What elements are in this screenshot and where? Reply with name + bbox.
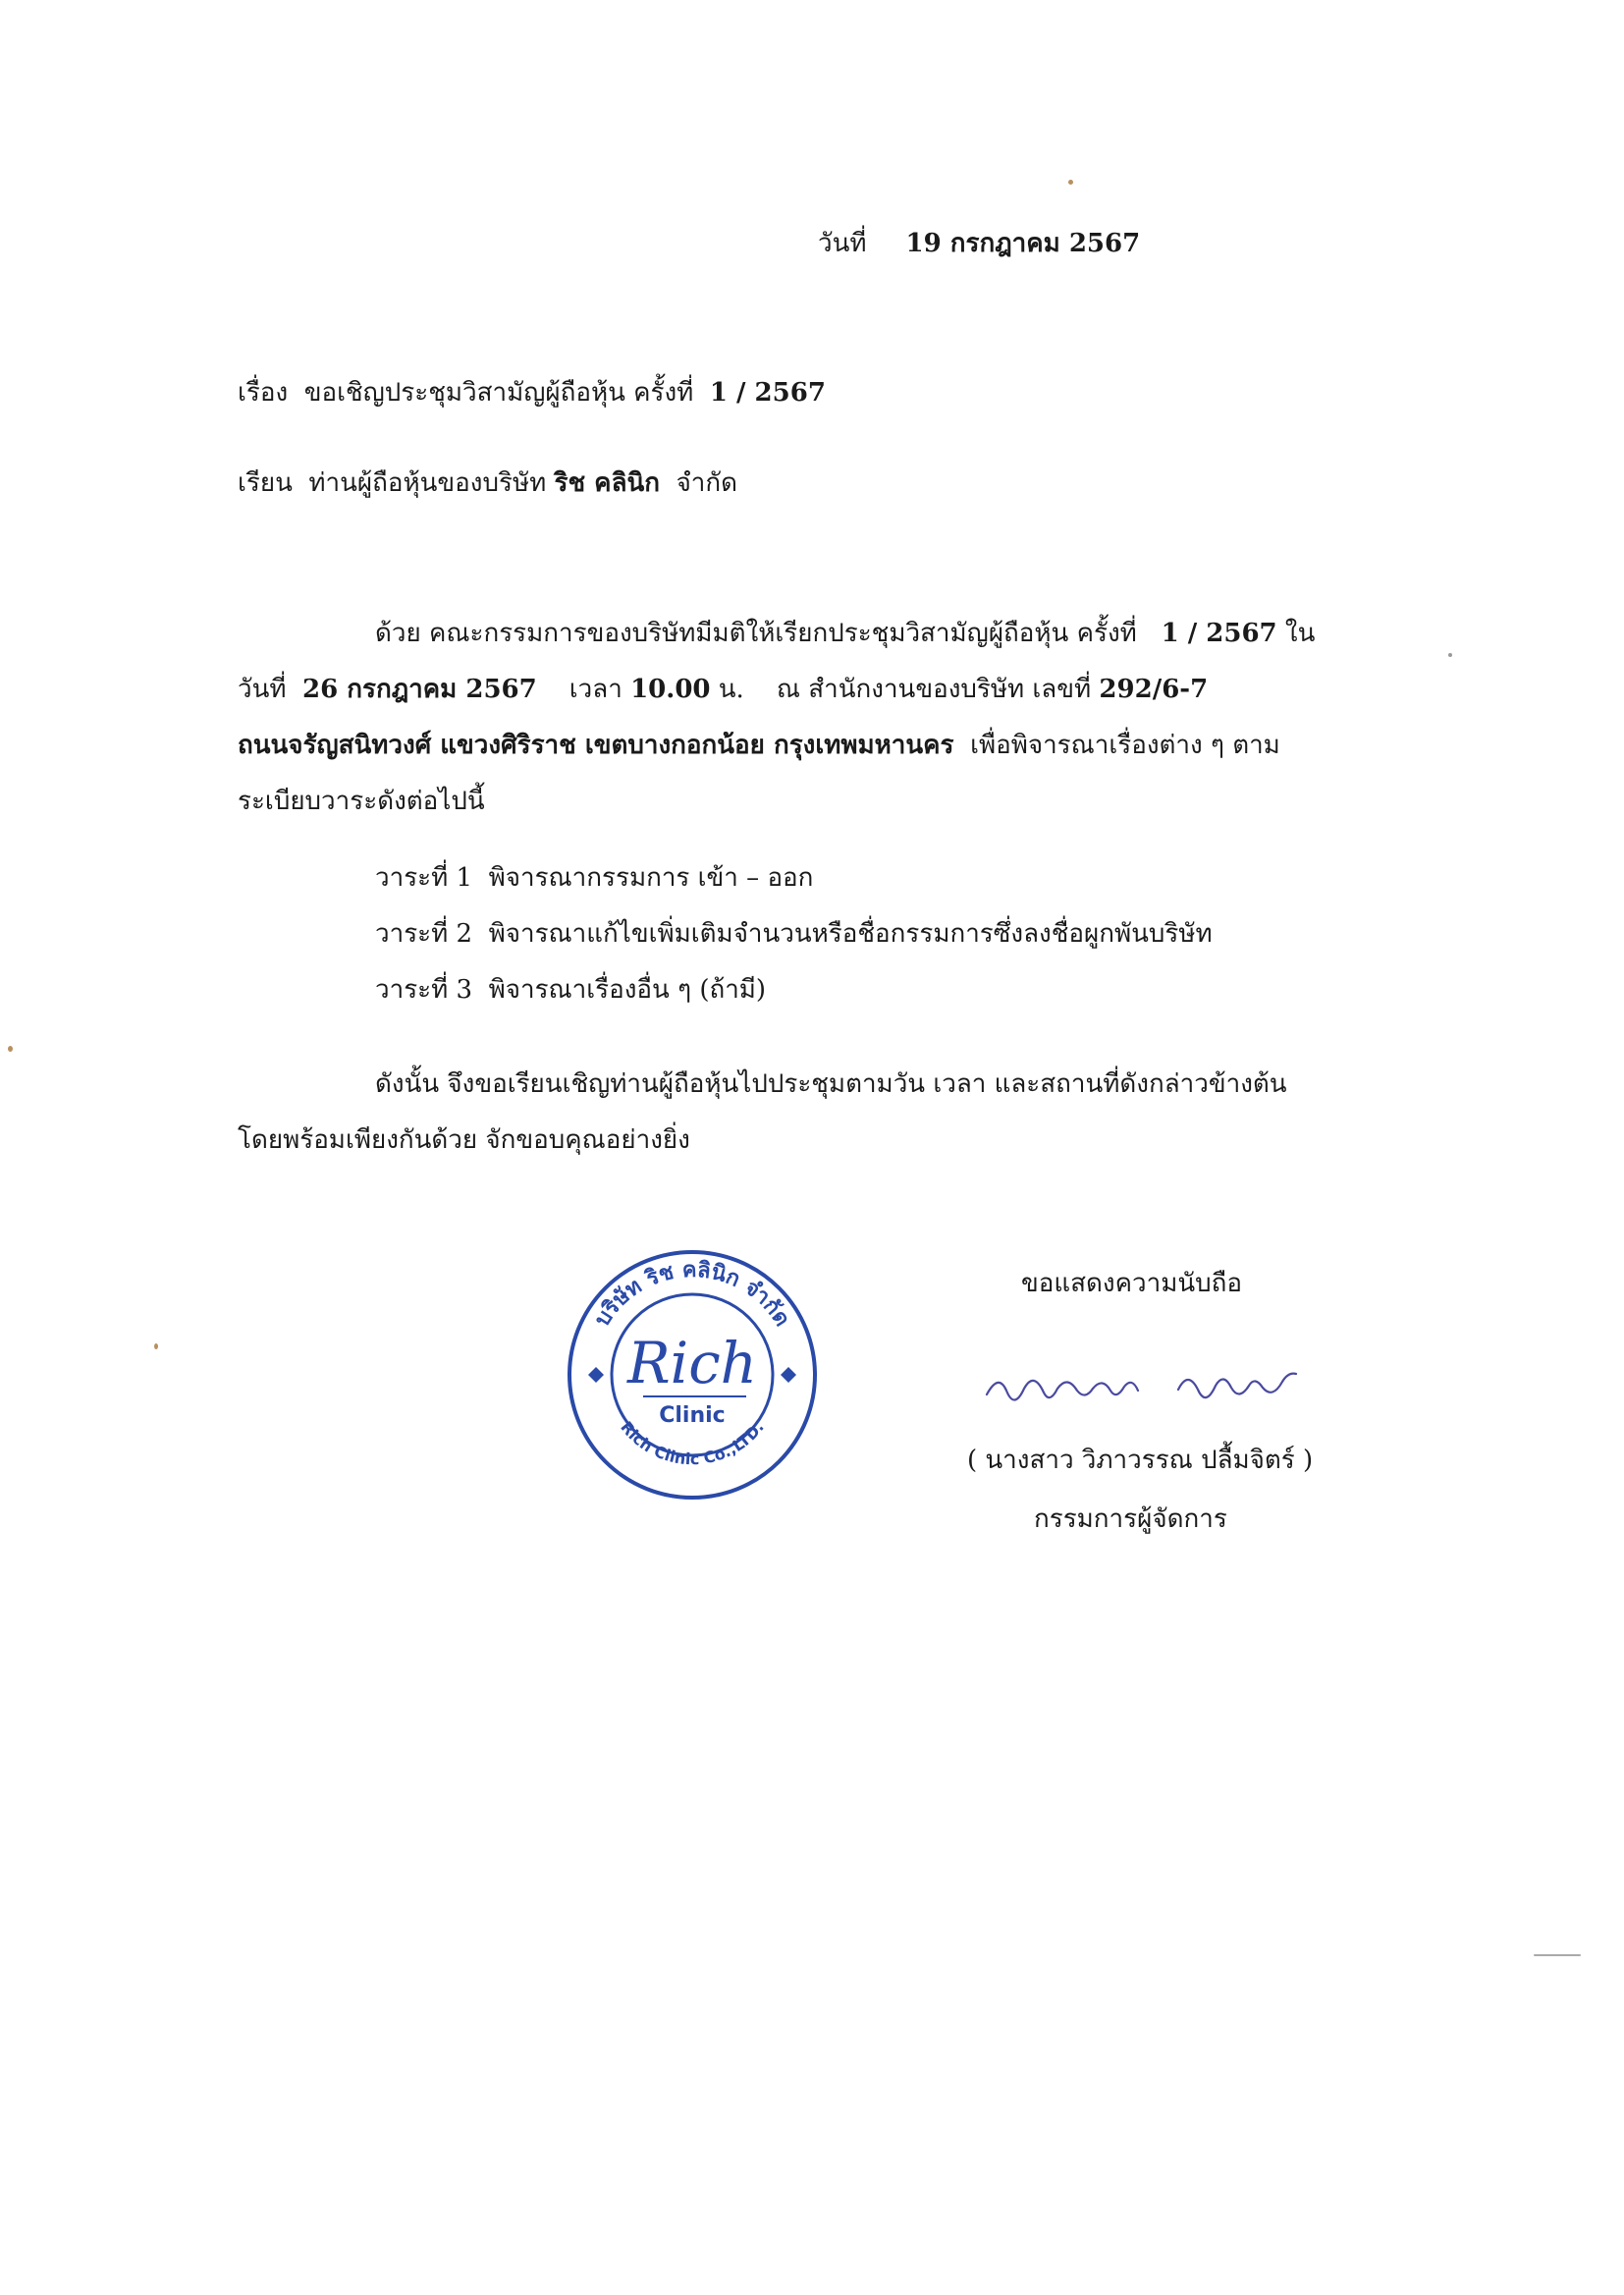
body1-venue-label: ณ สำนักงานของบริษัท เลขที่	[776, 675, 1092, 704]
to-label: เรียน	[238, 468, 293, 498]
paper-speck	[1068, 180, 1073, 185]
to-text: ท่านผู้ถือหุ้นของบริษัท	[308, 468, 547, 498]
to-company: ริช คลินิก	[554, 468, 661, 498]
subject-number: 1 / 2567	[709, 378, 826, 408]
stamp-diamond-left	[588, 1367, 604, 1383]
body1-meeting-no: 1 / 2567	[1161, 619, 1277, 648]
body1-l1-text: ด้วย คณะกรรมการของบริษัทมีมติให้เรียกประชุมวิสามัญผู้ถือหุ้น ครั้งที่	[375, 619, 1137, 648]
body1-line-3	[238, 718, 1367, 774]
body1-address-no: 292/6-7	[1099, 675, 1209, 704]
stamp-diamond-right	[781, 1367, 796, 1383]
body-paragraph-2	[238, 1057, 1367, 1169]
body2-line-2: โดยพร้อมเพียงกันด้วย จักขอบคุณอย่างยิ่ง	[238, 1125, 690, 1155]
agenda-list	[375, 850, 1213, 1018]
agenda-item	[375, 850, 1213, 906]
agenda-text: พิจารณาเรื่องอื่น ๆ (ถ้ามี)	[488, 975, 767, 1005]
body1-l1-suffix: ใน	[1284, 619, 1316, 648]
agenda-label: วาระที่ 3	[375, 975, 473, 1005]
body1-line-2	[238, 662, 1367, 718]
agenda-item	[375, 906, 1213, 962]
body1-time-unit: น.	[718, 675, 744, 704]
handwritten-signature	[982, 1360, 1335, 1429]
agenda-text: พิจารณาแก้ไขเพิ่มเติมจำนวนหรือชื่อกรรมการซึ่งลงชื่อผูกพันบริษัท	[488, 919, 1213, 949]
to-suffix: จำกัด	[676, 468, 738, 498]
body1-meeting-time: 10.00	[630, 675, 711, 704]
company-stamp	[565, 1247, 820, 1503]
body1-time-label: เวลา	[568, 675, 623, 704]
date-line	[818, 227, 1140, 260]
agenda-label: วาระที่ 1	[375, 863, 473, 893]
closing: ขอแสดงความนับถือ	[1021, 1269, 1242, 1298]
body1-meeting-date: 26 กรกฎาคม 2567	[302, 675, 537, 704]
subject-label: เรื่อง	[238, 378, 289, 408]
paper-speck	[1534, 1954, 1581, 1956]
subject-line	[238, 376, 826, 410]
stamp-logo-main: Rich	[626, 1330, 758, 1396]
body1-purpose: เพื่อพิจารณาเรื่องต่าง ๆ ตาม	[970, 731, 1280, 760]
body1-day-label: วันที่	[238, 675, 287, 704]
agenda-label: วาระที่ 2	[375, 919, 473, 949]
body1-line-4: ระเบียบวาระดังต่อไปนี้	[238, 787, 485, 816]
salutation-line	[238, 466, 737, 500]
agenda-item	[375, 962, 1213, 1018]
date-label: วันที่	[818, 229, 867, 258]
body1-address: ถนนจรัญสนิทวงศ์ แขวงศิริราช เขตบางกอกน้อย กรุงเทพมหานคร	[238, 731, 954, 760]
signatory-name: ( นางสาว วิภาวรรณ ปลื้มจิตร์ )	[967, 1446, 1314, 1475]
stamp-logo-sub: Clinic	[659, 1403, 726, 1428]
body1-line-1	[238, 606, 1367, 662]
stamp-bottom-text: Rich Clinic Co.,LTD.	[617, 1417, 768, 1469]
subject-text: ขอเชิญประชุมวิสามัญผู้ถือหุ้น ครั้งที่	[303, 378, 694, 408]
body2-line-1: ดังนั้น จึงขอเรียนเชิญท่านผู้ถือหุ้นไปประชุมตามวัน เวลา และสถานที่ดังกล่าวข้างต้น	[375, 1069, 1287, 1099]
agenda-text: พิจารณากรรมการ เข้า – ออก	[488, 863, 814, 893]
date-value: 19 กรกฎาคม 2567	[905, 229, 1141, 258]
paper-speck	[154, 1343, 158, 1349]
paper-speck	[1448, 653, 1452, 657]
body-paragraph-1	[238, 606, 1367, 830]
paper-speck	[8, 1046, 13, 1052]
signatory-position: กรรมการผู้จัดการ	[1034, 1504, 1227, 1534]
stamp-top-text: บริษัท ริช คลินิก จำกัด	[589, 1257, 795, 1332]
